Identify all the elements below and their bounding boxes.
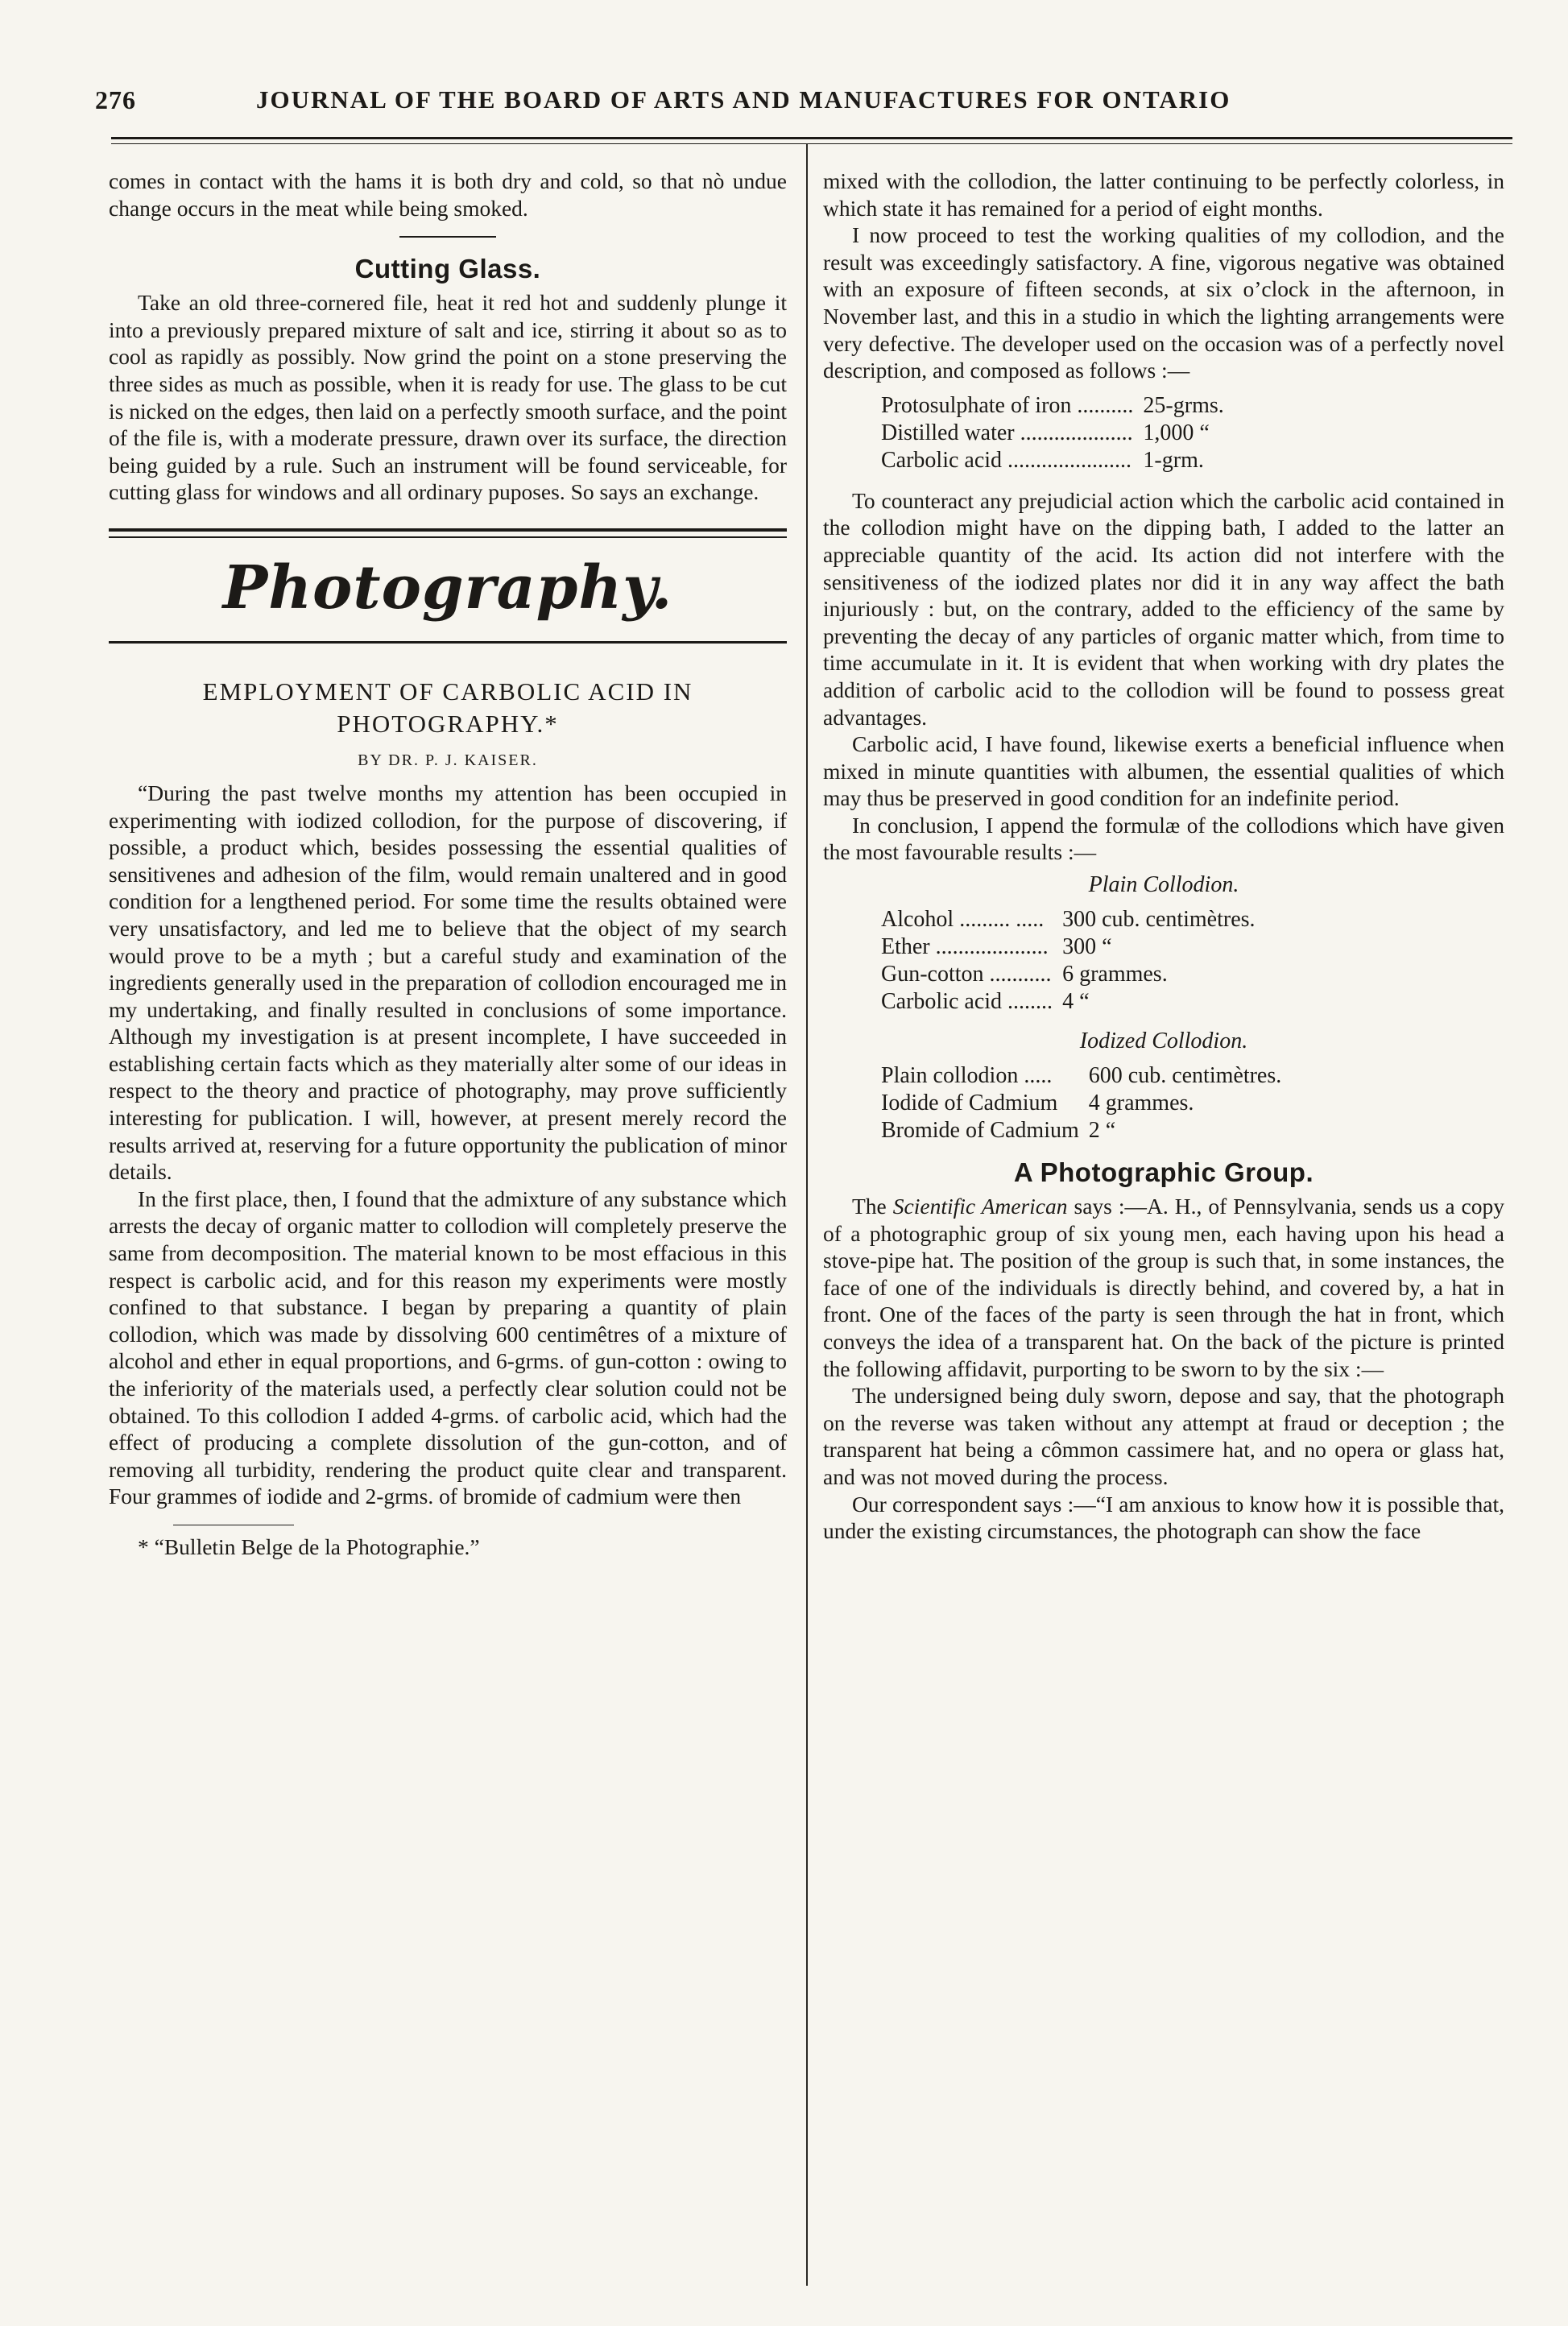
left-column <box>109 168 787 1561</box>
section-rule-thick <box>109 528 787 532</box>
quantity: 2 “ <box>1088 1118 1116 1144</box>
article-paragraph: In the first place, then, I found that the admixture of any substance which arrests the decay of organic matter to collodion will completely preserve the same from decomposition. The material known to be most effacious in this respect is carbolic acid, and for this reason my experiments were mostly confined to that substance. I began by preparing a quantity of plain collodion, which was made by dissolving 600 centimêtres of a mixture of alcohol and ether in equal proportions, and 6-grms. of gun-cotton : owing to the inferiority of the materials used, a perfectly clear solution could not be obtained. To this collodion I added 4-grms. of carbolic acid, which had the effect of producing a complete dissolution of the gun-cotton, and of removing all turbidity, rendering the product quite clear and transparent. Four grammes of iodide and 2-grms. of bromide of cadmium were then <box>109 1186 787 1509</box>
plain-collodion-title: Plain Collodion. <box>1088 872 1239 898</box>
column-divider <box>806 143 808 2286</box>
ingredient: Alcohol ......... ..... <box>881 907 1045 933</box>
iodized-collodion-title: Iodized Collodion. <box>1079 1028 1248 1054</box>
quantity: 25-grms. <box>1143 392 1224 418</box>
quantity: 4 “ <box>1062 989 1090 1015</box>
publication-name: Scientific American <box>892 1194 1068 1219</box>
banner-rule <box>109 641 787 644</box>
article-title: EMPLOYMENT OF CARBOLIC ACID IN PHOTOGRAPHY.* <box>202 677 693 738</box>
quantity: 600 cub. centimètres. <box>1088 1063 1282 1089</box>
article-paragraph: In conclusion, I append the formulæ of the collodions which have given the most favourable results :— <box>823 812 1504 865</box>
ingredient: Carbolic acid ........ <box>881 989 1053 1015</box>
recipe-row <box>881 1062 1281 1090</box>
article-paragraph <box>823 1193 1504 1382</box>
ingredient: Distilled water .................... <box>881 420 1133 445</box>
text-run: says :—A. H., of Pennsylvania, sends us a copy of a photographic group of six young men, each having upon his head a stove-pipe hat. The position of the group is such that, in some instances, the face of one of the individuals is directly behind, and covered by, a hat in front. One of the faces of the party is seen through the hat in front, which conveys the idea of a transparent hat. On the back of the picture is printed the following affidavit, purporting to be sworn to by the six :— <box>823 1194 1504 1381</box>
recipe-row <box>881 906 1256 933</box>
cutting-glass-heading: Cutting Glass. <box>354 254 541 284</box>
article-byline: BY DR. P. J. KAISER. <box>358 751 538 769</box>
photography-section-title: Photography. <box>222 553 673 623</box>
developer-recipe <box>881 392 1224 474</box>
ingredient: Iodide of Cadmium <box>881 1091 1058 1116</box>
quantity: 1-grm. <box>1143 447 1204 473</box>
quantity: 4 grammes. <box>1088 1091 1194 1116</box>
ingredient: Carbolic acid ...................... <box>881 447 1132 473</box>
journal-title: JOURNAL OF THE BOARD OF ARTS AND MANUFACTURES FOR ONTARIO <box>256 85 1231 114</box>
ingredient: Protosulphate of iron .......... <box>881 392 1134 418</box>
running-head <box>95 85 1480 124</box>
continuation-paragraph: comes in contact with the hams it is both dry and cold, so that nò undue change occurs in the meat while being smoked. <box>109 168 787 221</box>
article-paragraph: Carbolic acid, I have found, likewise exerts a beneficial influence when mixed in minute quantities with albumen, the essential qualities of which may thus be preserved in good condition for an indefinite period. <box>823 731 1504 811</box>
footnote: * “Bulletin Belge de la Photographie.” <box>138 1533 480 1559</box>
article-paragraph: I now proceed to test the working qualities of my collodion, and the result was exceedingly satisfactory. A fine, vigorous negative was obtained with an exposure of fifteen seconds, at six o’clock in the afternoon, in November last, and this in a studio in which the lighting arrangements were very defective. The developer used on the occasion was of a perfectly novel description, and composed as follows :— <box>823 222 1504 383</box>
quantity: 6 grammes. <box>1062 962 1168 987</box>
header-rule-thin <box>111 143 1512 144</box>
ingredient: Gun-cotton ........... <box>881 962 1052 987</box>
section-separator <box>399 236 496 238</box>
quantity: 300 “ <box>1062 934 1112 960</box>
article-paragraph: To counteract any prejudicial action which the carbolic acid contained in the collodion might have on the dipping bath, I added to the latter an appreciable quantity of the acid. Its action did not interfere with the sensitiveness of the iodized plates nor did it in any way affect the bath injuriously : but, on the contrary, added to the efficiency of the same by preventing the decay of any particles of organic matter which, from time to time accumulate in it. It is evident that when working with dry plates the addition of carbolic acid to the collodion will be found to possess great advantages. <box>823 487 1504 730</box>
text-run: The <box>852 1194 893 1219</box>
recipe-row <box>881 447 1224 474</box>
iodized-collodion-recipe <box>881 1062 1281 1144</box>
recipe-row <box>881 933 1256 961</box>
section-rule-thin <box>109 536 787 538</box>
recipe-row <box>881 1090 1281 1117</box>
quantity: 1,000 “ <box>1143 420 1210 445</box>
article-paragraph: The undersigned being duly sworn, depose and say, that the photograph on the reverse was taken without any attempt at fraud or deception ; the transparent hat being a cômmon cassimere hat, and no opera or glass hat, and was not moved during the process. <box>823 1383 1504 1489</box>
cutting-glass-body: Take an old three-cornered file, heat it red hot and suddenly plunge it into a previously prepared mixture of salt and ice, stirring it about so as to cool as rapidly as possibly. Now grind the point on a stone preserving the three sides as much as possible, when it is ready for use. The glass to be cut is nicked on the edges, then laid on a perfectly smooth surface, and the point of the file is, with a moderate pressure, drawn over its surface, the direction being guided by a rule. Such an instrument will be found serviceable, for cutting glass for windows and all ordinary puposes. So says an exchange. <box>109 290 787 505</box>
quantity: 300 cub. centimètres. <box>1062 907 1256 933</box>
plain-collodion-recipe <box>881 906 1256 1016</box>
article-paragraph: Our correspondent says :—“I am anxious to know how it is possible that, under the existing circumstances, the photograph can show the face <box>823 1491 1504 1544</box>
ingredient: Bromide of Cadmium <box>881 1118 1079 1144</box>
recipe-row <box>881 961 1256 988</box>
photographic-group-heading: A Photographic Group. <box>1013 1157 1314 1188</box>
right-column <box>823 168 1504 1545</box>
recipe-row <box>881 392 1224 420</box>
article-paragraph: mixed with the collodion, the latter continuing to be perfectly colorless, in which state it has remained for a period of eight months. <box>823 168 1504 221</box>
recipe-row <box>881 1117 1281 1144</box>
recipe-row <box>881 988 1256 1016</box>
ingredient: Ether .................... <box>881 934 1049 960</box>
header-rule <box>111 137 1512 139</box>
page-number: 276 <box>95 85 136 114</box>
article-paragraph: “During the past twelve months my attention has been occupied in experimenting with iodized collodion, for the purpose of discovering, if possible, a product which, besides possessing the essential qualities of sensitivenes and adhesion of the film, would remain unaltered and in good condition for a lengthened period. For some time the results obtained were very unsatisfactory, and led me to believe that the object of my search would prove to be a myth ; but a careful study and examination of the ingredients generally used in the preparation of collodion encouraged me in my undertaking, and finally resulted in conclusions of some importance. Although my investigation is at present incomplete, I have succeeded in establishing certain facts which as they materially alter some of our ideas in respect to the theory and practice of photography, may prove sufficiently interesting for publication. I will, however, at present merely record the results arrived at, reserving for a future opportunity the publication of minor details. <box>109 780 787 1185</box>
ingredient: Plain collodion ..... <box>881 1063 1053 1089</box>
recipe-row <box>881 420 1224 447</box>
